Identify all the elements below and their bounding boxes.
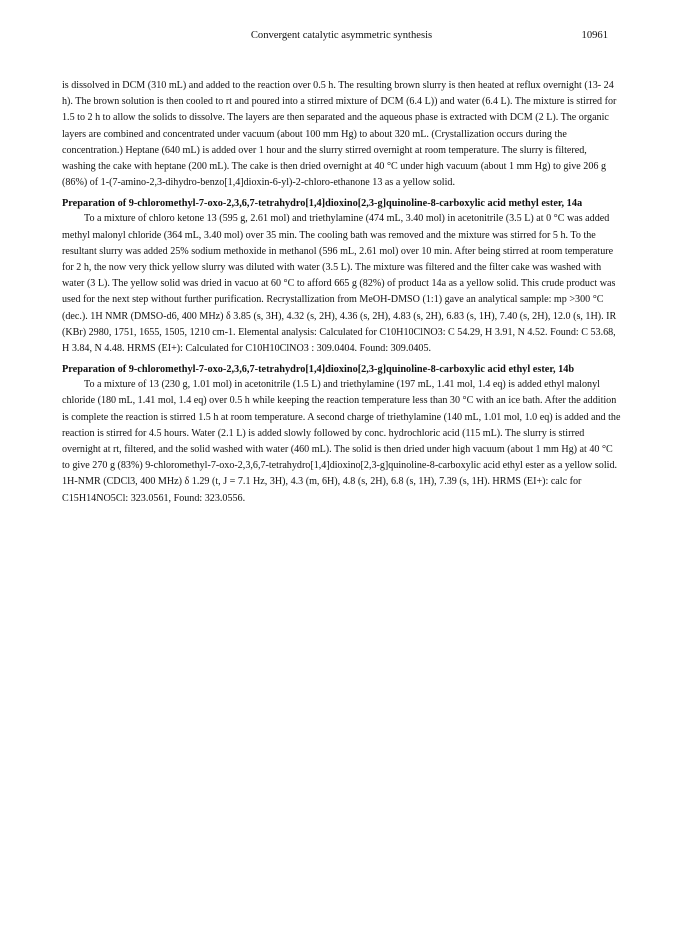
paragraph-14a: To a mixture of chloro ketone 13 (595 g, 2.61 mol) and triethylamine (474 mL, 3.40 mol) in acetonitrile (3.5 L) at 0 °C was added methyl malonyl chloride (364 mL, 3.40 mol) over 35 min. The cooling bath was removed and the mixture was stirred for 5 h. To the resultant slurry was added 25% sodium methoxide in methanol (596 mL, 2.61 mol) over 10 min. After being stirred at room temperature for 2 h, the now very thick yellow slurry was diluted with water (3.5 L). The mixture was filtered and the filter cake was washed with water (3 L). The yellow solid was dried in vacuo at 60 °C to afford 665 g (82%) of product 14a as a yellow solid. This crude product was used for the next step without further purification. Recrystallization from MeOH-DMSO (1:1) gave an analytical sample: mp >300 °C (dec.). 1H NMR (DMSO-d6, 400 MHz) δ 3.85 (s, 3H), 4.32 (s, 2H), 4.36 (s, 2H), 4.83 (s, 2H), 6.83 (s, 1H), 7.40 (s, 2H), 12.0 (s, 1H). IR (KBr) 2980, 1751, 1655, 1505, 1210 cm-1. Elemental analysis: Calculated for C10H10ClNO3: C 54.29, H 3.91, N 4.52. Found: C 53.68, H 3.84, N 4.48. HRMS (EI+): Calculated for C10H10ClNO3 : 309.0404. Found: 309.0405. [62, 213, 617, 355]
paragraph-continuation: is dissolved in DCM (310 mL) and added to the reaction over 0.5 h. The resulting brown slurry is then heated at reflux overnight (13- 24 h). The brown solution is then cooled to rt and poured into a stirred mixture of DCM (6.4 L)) and water (6.4 L). The mixture is stirred for 1.5 to 2 h to allow the solids to dissolve. The layers are then separated and the aqueous phase is extracted with DCM (2 L). The organic layers are combined and concentrated under vacuum (about 100 mm Hg) to about 320 mL. (Crystallization occurs during the concentration.) Heptane (640 mL) is added over 1 hour and the slurry stirred overnight at room temperature. The slurry is filtered, washing the cake with heptane (200 mL). The cake is then dried overnight at 40 °C under high vacuum (about 1 mm Hg) to give 206 g (86%) of 1-(7-amino-2,3-dihydro-benzo[1,4]dioxin-6-yl)-2-chloro-ethanone 13 as a yellow solid. [62, 80, 617, 189]
section-heading-14a: Preparation of 9-chloromethyl-7-oxo-2,3,6,7-tetrahydro[1,4]dioxino[2,3-g]quinoline-8-carboxylic acid methyl ester, 14a [62, 198, 583, 210]
running-title: Convergent catalytic asymmetric synthesis [250, 30, 433, 41]
paragraph-14b: To a mixture of 13 (230 g, 1.01 mol) in acetonitrile (1.5 L) and triethylamine (197 mL, 1.41 mol, 1.4 eq) is added ethyl malonyl chloride (180 mL, 1.41 mol, 1.4 eq) over 0.5 h while keeping the reaction temperature less than 30 °C with an ice bath. After the addition is complete the reaction is stirred 1.5 h at room temperature. A second charge of triethylamine (140 mL, 1.01 mol, 1.0 eq) is added and the reaction is stirred for 4.5 hours. Water (2.1 L) is added slowly followed by conc. hydrochloric acid (115 mL). The slurry is stirred overnight at rt, filtered, and the solid washed with water (460 mL). The solid is then dried under high vacuum (about 1 mm Hg) at 40 °C to give 270 g (83%) 9-chloromethyl-7-oxo-2,3,6,7-tetrahydro[1,4]dioxino[2,3-g]quinoline-8-carboxylic acid ethyl ester as a yellow solid. 1H-NMR (CDCl3, 400 MHz) δ 1.29 (t, J = 7.1 Hz, 3H), 4.3 (m, 6H), 4.8 (s, 2H), 6.8 (s, 1H), 7.39 (s, 1H). HRMS (EI+): calc for C15H14NO5Cl: 323.0561, Found: 323.0556. [62, 379, 621, 504]
article-body [62, 78, 622, 507]
page-number: 10961 [581, 30, 608, 41]
page-header [0, 30, 683, 46]
section-heading-14b: Preparation of 9-chloromethyl-7-oxo-2,3,6,7-tetrahydro[1,4]dioxino[2,3-g]quinoline-8-carboxylic acid ethyl ester, 14b [62, 364, 575, 376]
